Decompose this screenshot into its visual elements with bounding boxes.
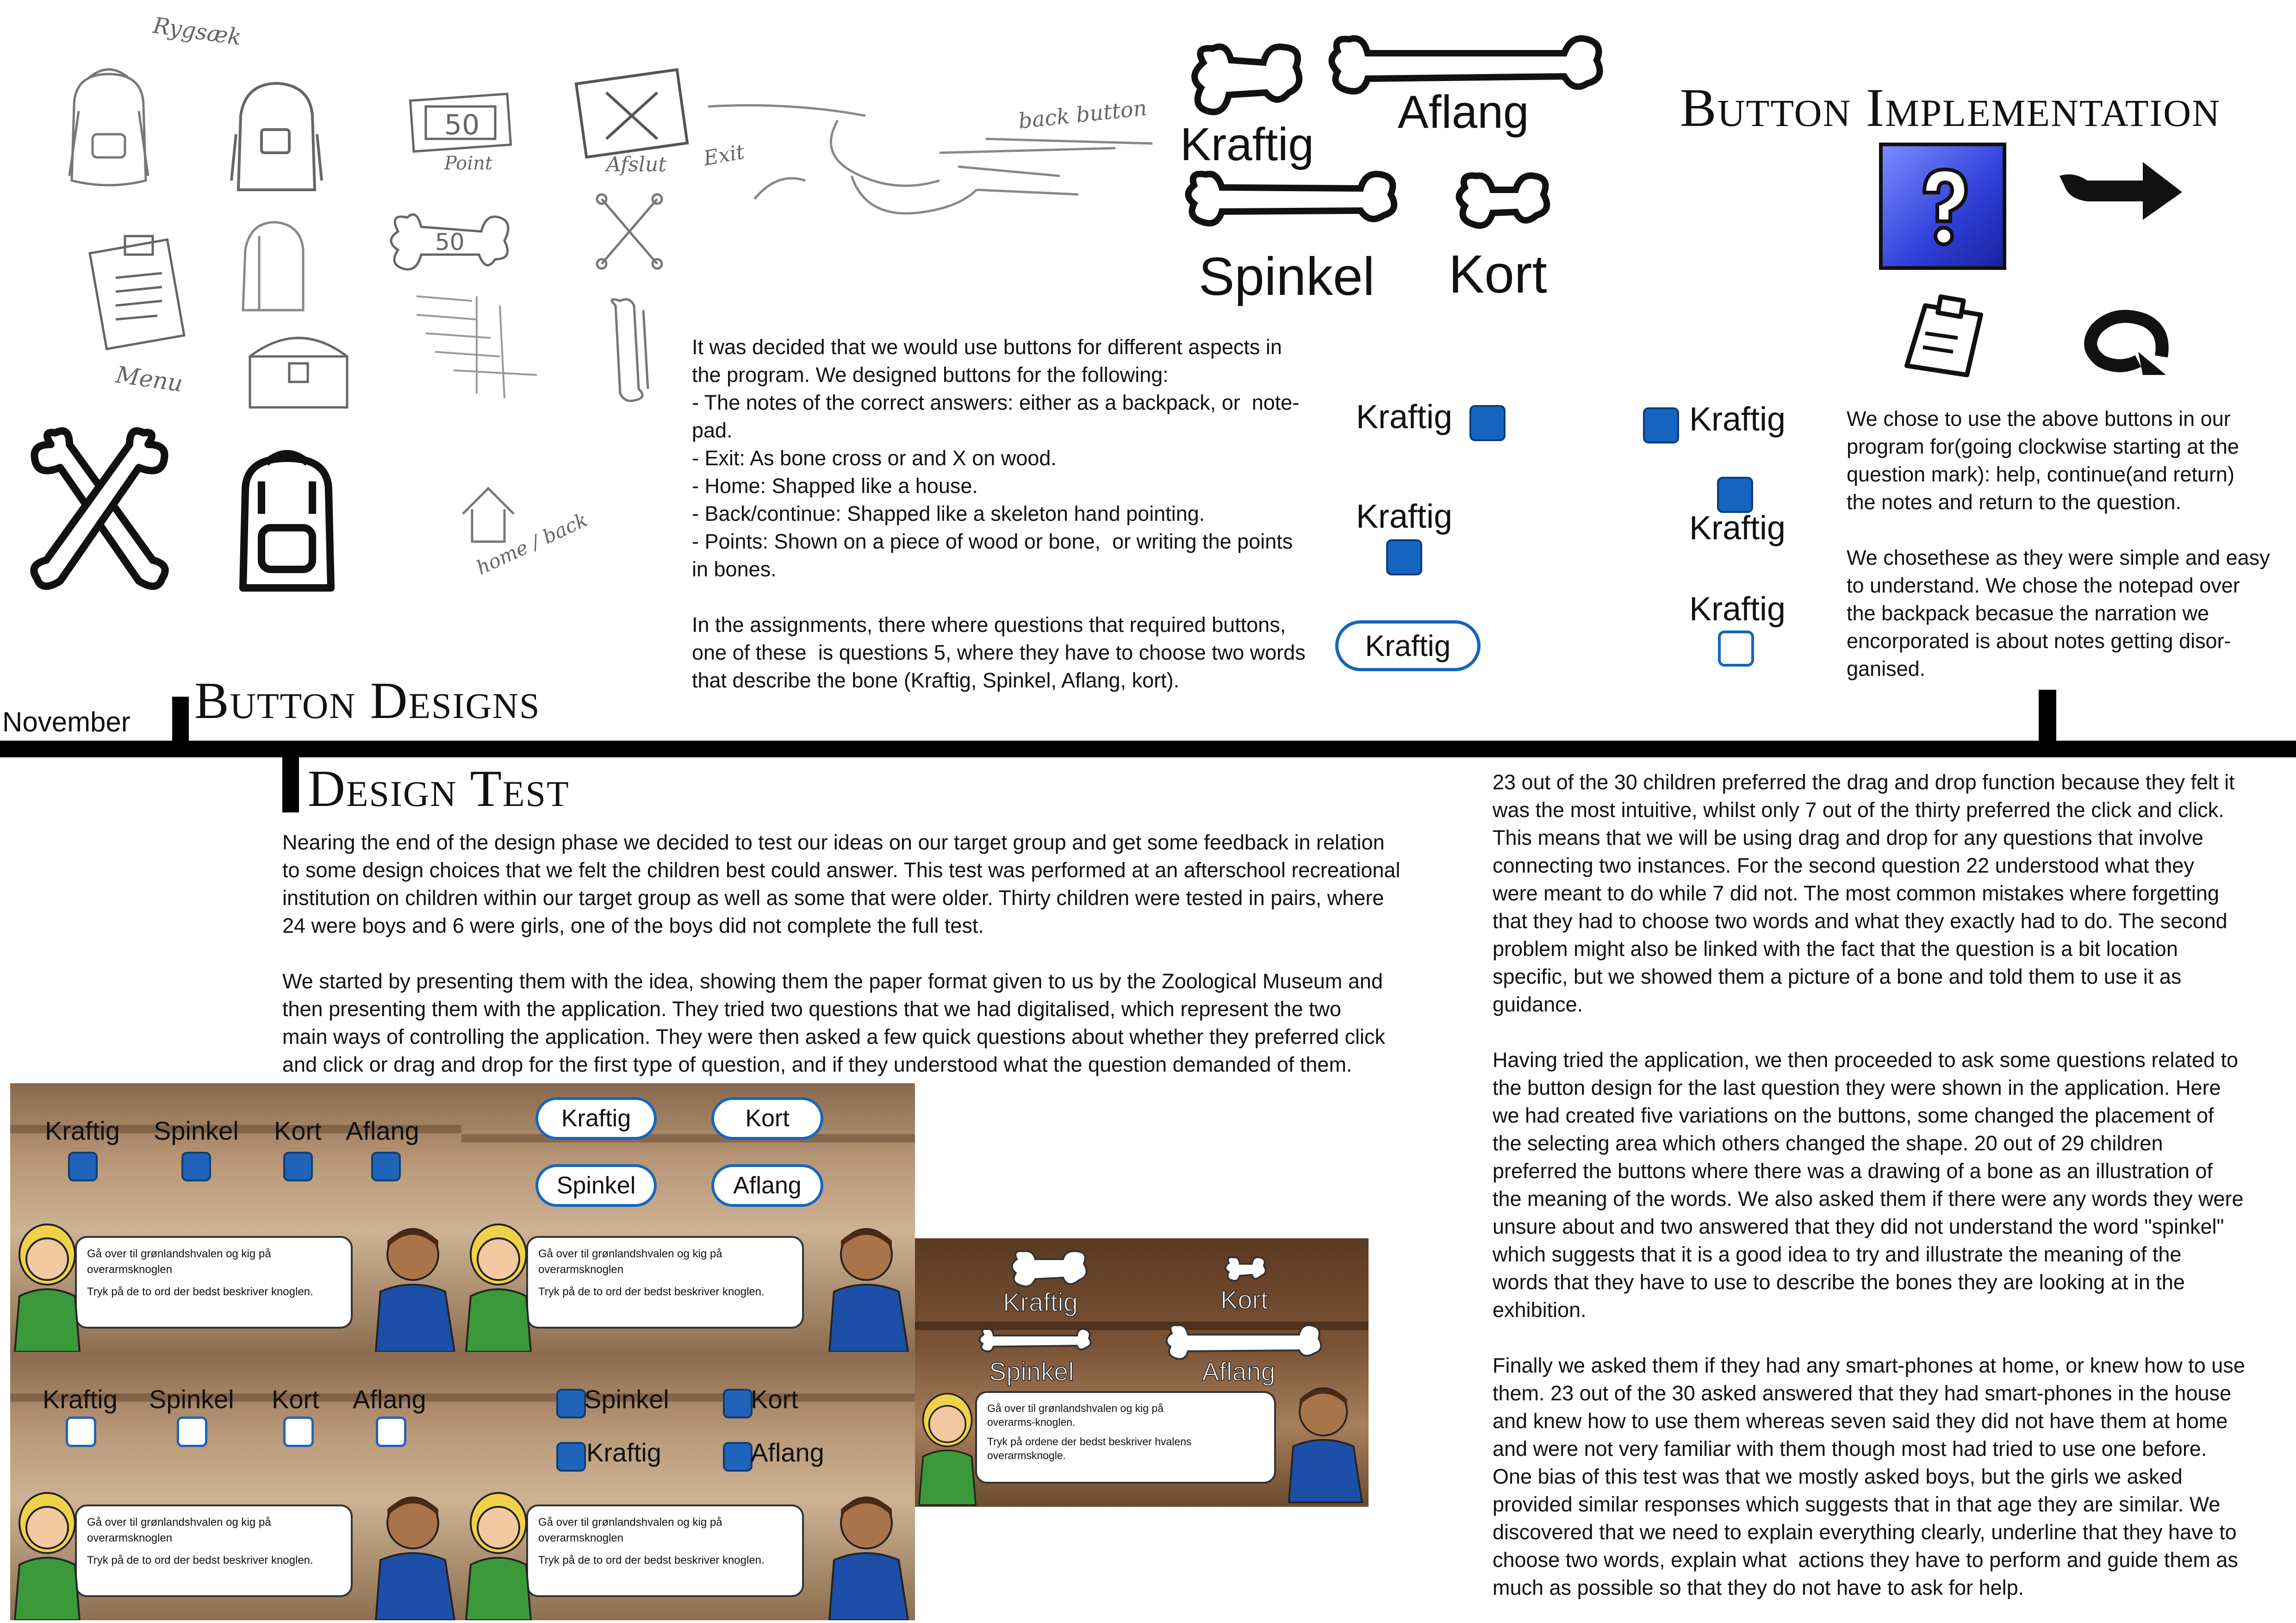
ceiling-beam (461, 1134, 915, 1142)
word-option: Aflang (346, 1116, 419, 1145)
return-question-icon[interactable] (2073, 301, 2175, 380)
speech-bubble (75, 1236, 353, 1329)
variant-label-5: Kraftig (1365, 629, 1451, 662)
bone-label-spinkel: Spinkel (1199, 246, 1375, 306)
game-screen-4 (461, 1352, 915, 1620)
word-option: Spinkel (154, 1116, 239, 1145)
bone-icon (1220, 1255, 1271, 1287)
results-paragraph: 23 out of the 30 children preferred the drag and drop function because they felt it was the most intuitive, whilst only 7 out of the thirty preferred the click and click. This means that we will be using drag and drop for any questions that involve connecting two instances. For the second question 22 understood what they were meant to do while 7 did not. The most common mistakes where forgetting that they had to choose two words and what they exactly had to do. The second problem might also be linked with the fact that the question is a bit location specific, but we showed them a picture of a bone and told them to use it as guidance. Having tried the application, we then proceeded to ask some questions related to the button design for the last question they were shown in the application. Here we had created five variations on the buttons, some changed the placement of the selecting area which others changed the shape. 20 out of 29 children preferred the buttons where there was a drawing of a bone as an illustration of the meaning of the words. We also asked them if there were any words they were unsure about and two answered that they did not understand the word "spinkel" which suggests that it is a good idea to try and illustrate the meaning of the words that they have to use to describe the bones they are looking at in the exhibition. Finally we asked them if they had any smart-phones at home, or knew how to use them. 23 out of the 30 asked answered that they had smart-phones in the house and knew how to use them whereas seven said they did not have them at home and were not very familiar with them though most had tried to use one before. One bias of this test was that we mostly asked boys, but the girls we asked provided similar responses which suggests that in that age they are similar. We discovered that we need to explain everything clearly, underline that they have to choose two words, explain what actions they have to perform and guide them as much as possible so that they do not have to ask for help. (1493, 770, 2245, 1599)
svg-text:50: 50 (444, 109, 480, 141)
word-option: Kraftig (586, 1438, 661, 1467)
speech-bubble (75, 1504, 353, 1597)
boy-character (815, 1222, 915, 1352)
notes-clipboard-icon[interactable] (1898, 296, 1990, 380)
option-checkbox[interactable] (177, 1417, 207, 1447)
bubble-instruction: Gå over til grønlandshvalen og kig på overarmsknoglen (87, 1516, 271, 1544)
word-pill-button[interactable] (535, 1097, 657, 1140)
sketch-label-afslut: Afslut (606, 153, 666, 176)
bone-label-aflang: Aflang (1398, 86, 1529, 138)
backpack-sketch-2 (227, 79, 324, 199)
speech-bubble (975, 1391, 1276, 1484)
variant-checkbox-1[interactable] (1469, 405, 1506, 441)
bubble-task: Tryk på ordene der bedst beskriver hvalens overarmsknogle. (987, 1436, 1192, 1461)
word-option: Aflang (733, 1172, 802, 1199)
boy-character (362, 1222, 461, 1352)
sketch-label-exit: Exit (702, 140, 747, 171)
bone-label-kraftig: Kraftig (1180, 119, 1314, 170)
bone-icon (975, 1326, 1095, 1354)
bubble-instruction: Gå over til grønlandshvalen og kig på overarmsknoglen (87, 1248, 271, 1276)
word-option: Spinkel (556, 1172, 636, 1199)
girl-character (10, 1481, 84, 1620)
option-checkbox[interactable] (181, 1152, 211, 1181)
implementation-paragraph: We chose to use the above buttons in our program for(going clockwise starting at the question mark): help, continue(and return) the notes and return to the question. We chosethese as they were simple and easy to understand. We chose the notepad over the backpack becasue the narration we encorporated is about notes getting disor- ganised. (1847, 407, 2270, 680)
girl-character (461, 1481, 535, 1620)
bone-icon-kort (1449, 171, 1560, 236)
variant-checkbox-4[interactable] (1717, 477, 1753, 513)
svg-text:50: 50 (435, 229, 465, 256)
button-designs-paragraph: It was decided that we would use buttons for different aspects in the program. We designed buttons for the following: - The notes of the correct answers: either as a backpack, or note- pad. - Exit: As bone cross or and X on wood. - Home: Shapped like a house. - Back/continue: Shapped like a skeleton hand pointing. - Points: Shown on a piece of wood or bone, or writing the points in bones. In the assignments, there where questions that required buttons, one of these is questions 5, where they have to choose two words that describe the bone (Kraftig, Spinkel, Aflang, kort). (692, 335, 1306, 692)
backpack-icon (227, 449, 347, 597)
timeline-month: November (2, 706, 131, 737)
word-pill-button[interactable] (535, 1164, 657, 1207)
word-option: Spinkel (149, 1385, 234, 1414)
variant-pill-button[interactable] (1335, 620, 1481, 671)
boy-character (815, 1491, 915, 1620)
option-checkbox[interactable] (283, 1152, 313, 1181)
option-checkbox[interactable] (283, 1417, 314, 1447)
bubble-instruction: Gå over til grønlandshvalen og kig på overarms-knoglen. (987, 1402, 1164, 1428)
option-checkbox[interactable] (556, 1389, 586, 1418)
variant-label-2: Kraftig (1689, 401, 1786, 438)
backpack-sketch-1 (56, 65, 162, 194)
word-option[interactable]: Aflang (1202, 1357, 1276, 1386)
word-option: Kraftig (45, 1116, 120, 1145)
help-icon[interactable] (1879, 143, 2006, 270)
boy-character (362, 1491, 461, 1620)
game-screen-5 (915, 1238, 1369, 1507)
bubble-task: Tryk på de to ord der bedst beskriver knoglen. (87, 1286, 313, 1298)
bubble-task: Tryk på de to ord der bedst beskriver knoglen. (87, 1554, 313, 1567)
word-option: Kort (272, 1385, 319, 1414)
word-option[interactable]: Kort (1220, 1285, 1268, 1314)
variant-label-4: Kraftig (1689, 510, 1786, 547)
variant-checkbox-3[interactable] (1386, 539, 1422, 575)
chest-sketch (241, 319, 356, 412)
sketch-label-menu: Menu (114, 361, 185, 397)
word-pill-button[interactable] (711, 1164, 823, 1207)
timeline-tick-button-designs (172, 697, 189, 743)
variant-checkbox-2[interactable] (1643, 407, 1679, 443)
option-checkbox[interactable] (723, 1442, 753, 1472)
word-option: Kort (274, 1116, 322, 1145)
sketch-label-point: Point (444, 153, 493, 174)
word-option[interactable]: Kraftig (1003, 1287, 1078, 1317)
backpack-sketch-3 (231, 218, 315, 319)
speech-bubble (526, 1504, 804, 1597)
option-checkbox[interactable] (68, 1152, 98, 1181)
timeline-tick-implementation (2039, 690, 2056, 743)
bubble-task: Tryk på de to ord der bedst beskriver knoglen. (538, 1286, 765, 1298)
option-checkbox[interactable] (723, 1389, 753, 1418)
boy-character (1276, 1377, 1369, 1507)
word-option: Kraftig (561, 1105, 631, 1132)
sketch-label-back-button: back button (1017, 95, 1148, 134)
word-option: Kort (745, 1105, 790, 1132)
points-wood-sketch (407, 88, 514, 157)
girl-character (461, 1213, 535, 1352)
notepad-sketch (88, 227, 190, 347)
design-test-paragraph: Nearing the end of the design phase we decided to test our ideas on our target group and get some feedback in relation to some design choices that we felt the children best could answer. This test was performed at an afterschool recreational institution on children within our target group as well as some that were older. Thirty children were tested in pairs, where 24 were boys and 6 were girls, one of the boys did not complete the full test. We started by presenting them with the idea, showing them the paper format given to us by the Zoological Museum and then presenting them with the application. They tried two questions that we had digitalised, which represent the two main ways of controlling the application. They were then asked a few quick questions about whether they preferred click and click or drag and drop for the first type of question, and if they understood what the question demanded of them. (282, 830, 1400, 1076)
variant-label-6: Kraftig (1689, 591, 1786, 628)
bone-icon-kraftig (1185, 42, 1310, 120)
bone-cross-sketch (592, 190, 666, 273)
long-bone-sketch (592, 296, 666, 403)
girl-character (10, 1213, 84, 1352)
girl-character (915, 1382, 980, 1507)
bone-icon-spinkel (1180, 169, 1402, 229)
word-pill-button[interactable] (711, 1097, 823, 1140)
bubble-task: Tryk på de to ord der bedst beskriver knoglen. (538, 1554, 765, 1567)
word-option: Kort (751, 1385, 798, 1414)
word-option: Aflang (751, 1438, 824, 1467)
option-checkbox[interactable] (556, 1442, 586, 1472)
heading-button-designs: Button Designs (194, 672, 541, 730)
option-checkbox[interactable] (371, 1152, 401, 1181)
sketch-label-home-back: home / back (473, 508, 591, 580)
bone-cross-icon (23, 426, 176, 593)
variant-checkbox-6[interactable] (1718, 630, 1754, 667)
bubble-instruction: Gå over til grønlandshvalen og kig på overarmsknoglen (538, 1516, 722, 1544)
bone-label-kort: Kort (1449, 244, 1547, 304)
word-option[interactable]: Spinkel (989, 1357, 1074, 1386)
speech-bubble (526, 1236, 804, 1329)
variant-label-1: Kraftig (1356, 399, 1453, 436)
exit-wood-sketch (574, 65, 690, 162)
variant-label-3: Kraftig (1356, 498, 1453, 535)
word-option: Kraftig (43, 1385, 118, 1414)
home-back-sketch (454, 481, 523, 546)
game-screen-2 (461, 1083, 915, 1352)
word-option: Spinkel (584, 1385, 669, 1414)
sketch-label-rygsaek: Rygsæk (151, 12, 243, 51)
continue-arrow-icon[interactable] (2060, 157, 2184, 222)
timeline-line (0, 741, 2296, 757)
game-screen-3 (10, 1352, 461, 1620)
bubble-instruction: Gå over til grønlandshvalen og kig på overarmsknoglen (538, 1248, 722, 1276)
bones-pile-sketch (407, 287, 546, 407)
timeline-tick-design-test (282, 757, 299, 812)
heading-design-test: Design Test (308, 760, 570, 818)
word-option: Aflang (353, 1385, 426, 1414)
ceiling-beam (461, 1393, 915, 1402)
option-checkbox[interactable] (376, 1417, 406, 1447)
game-screen-1 (10, 1083, 461, 1352)
bone-points-sketch (380, 204, 518, 287)
option-checkbox[interactable] (66, 1417, 96, 1447)
heading-button-implementation: Button Implementation (1680, 77, 2221, 138)
